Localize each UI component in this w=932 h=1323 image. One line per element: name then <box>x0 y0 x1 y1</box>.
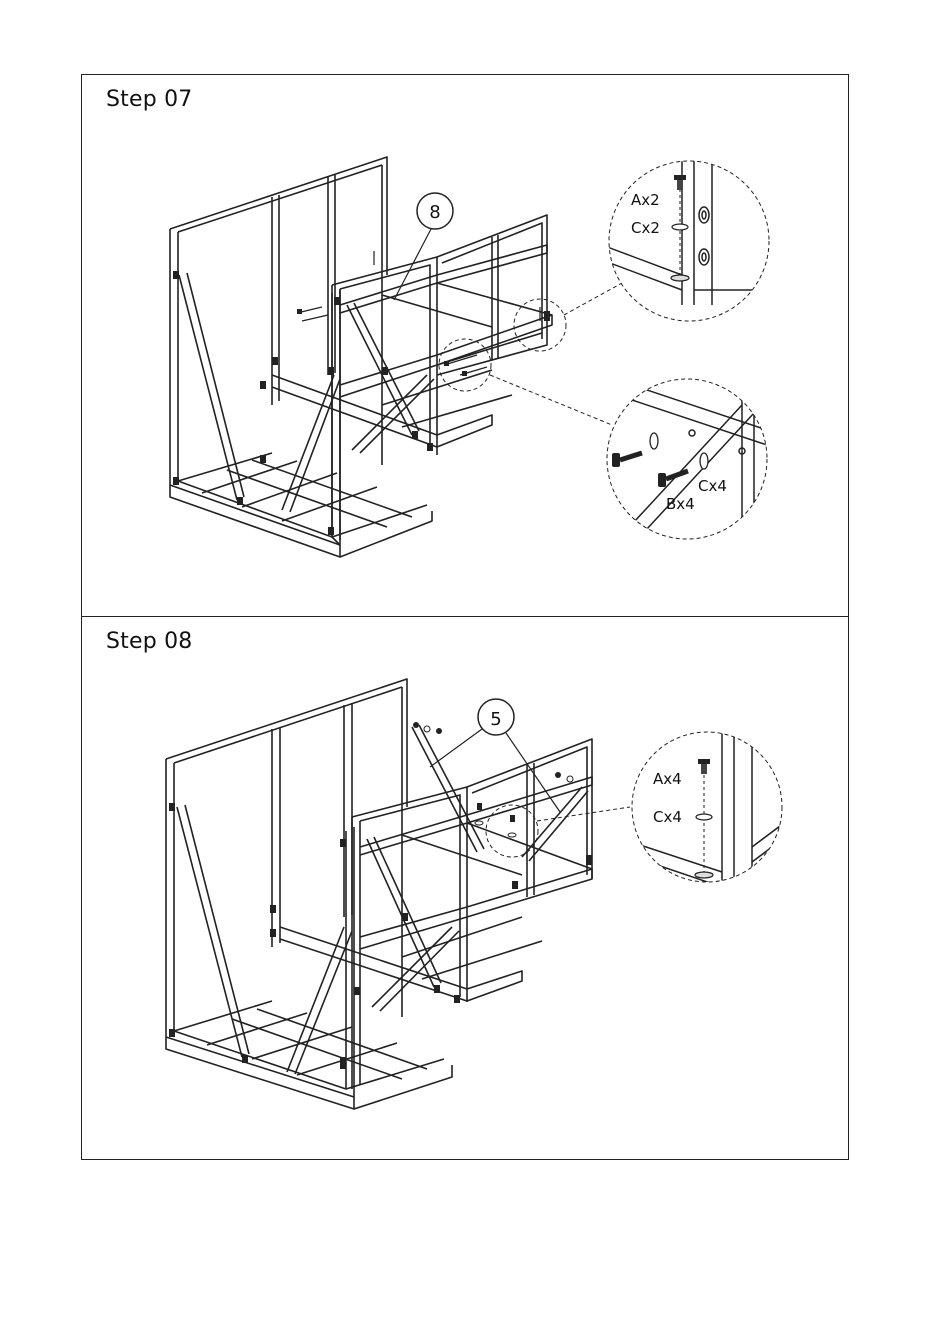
part-5-callout <box>430 699 560 812</box>
detail-zoom <box>622 717 792 897</box>
washer-c-icon <box>700 453 708 469</box>
step-08-panel <box>81 616 849 1160</box>
step-07-panel <box>81 74 849 618</box>
part-8-callout <box>394 193 453 300</box>
washer-c-icon <box>672 224 688 230</box>
step-title: Step 07 <box>106 87 193 112</box>
front-frame <box>280 777 592 1089</box>
washer-c-icon <box>650 433 658 449</box>
back-frame <box>166 679 407 1097</box>
screw-label: Ax4 <box>653 770 682 788</box>
base-frame <box>170 453 432 557</box>
bolt-label: Bx4 <box>666 495 695 513</box>
step-07-illustration <box>82 75 850 619</box>
washer-label: Cx4 <box>698 477 727 495</box>
detail-bottom-zoom <box>602 375 782 545</box>
washer-seated-icon <box>671 275 689 281</box>
step-08-illustration <box>82 617 850 1161</box>
screw-label: Ax2 <box>631 191 660 209</box>
washer-label: Cx4 <box>653 808 682 826</box>
front-frame <box>272 245 552 545</box>
joint-blocks <box>173 271 550 535</box>
washer-label: Cx2 <box>631 219 660 237</box>
washer-seated-icon <box>695 872 713 878</box>
part-8-side-frame <box>437 215 547 375</box>
part-number-label: 8 <box>429 202 441 223</box>
fasteners <box>413 722 573 837</box>
part-5-braces <box>412 725 588 861</box>
washer-c-icon <box>696 814 712 820</box>
back-frame <box>170 157 387 545</box>
detail-top-zoom <box>602 135 782 321</box>
joint-blocks <box>169 803 592 1069</box>
part-number-label: 5 <box>490 709 502 730</box>
detail-target <box>486 805 538 857</box>
step-title: Step 08 <box>106 629 193 654</box>
